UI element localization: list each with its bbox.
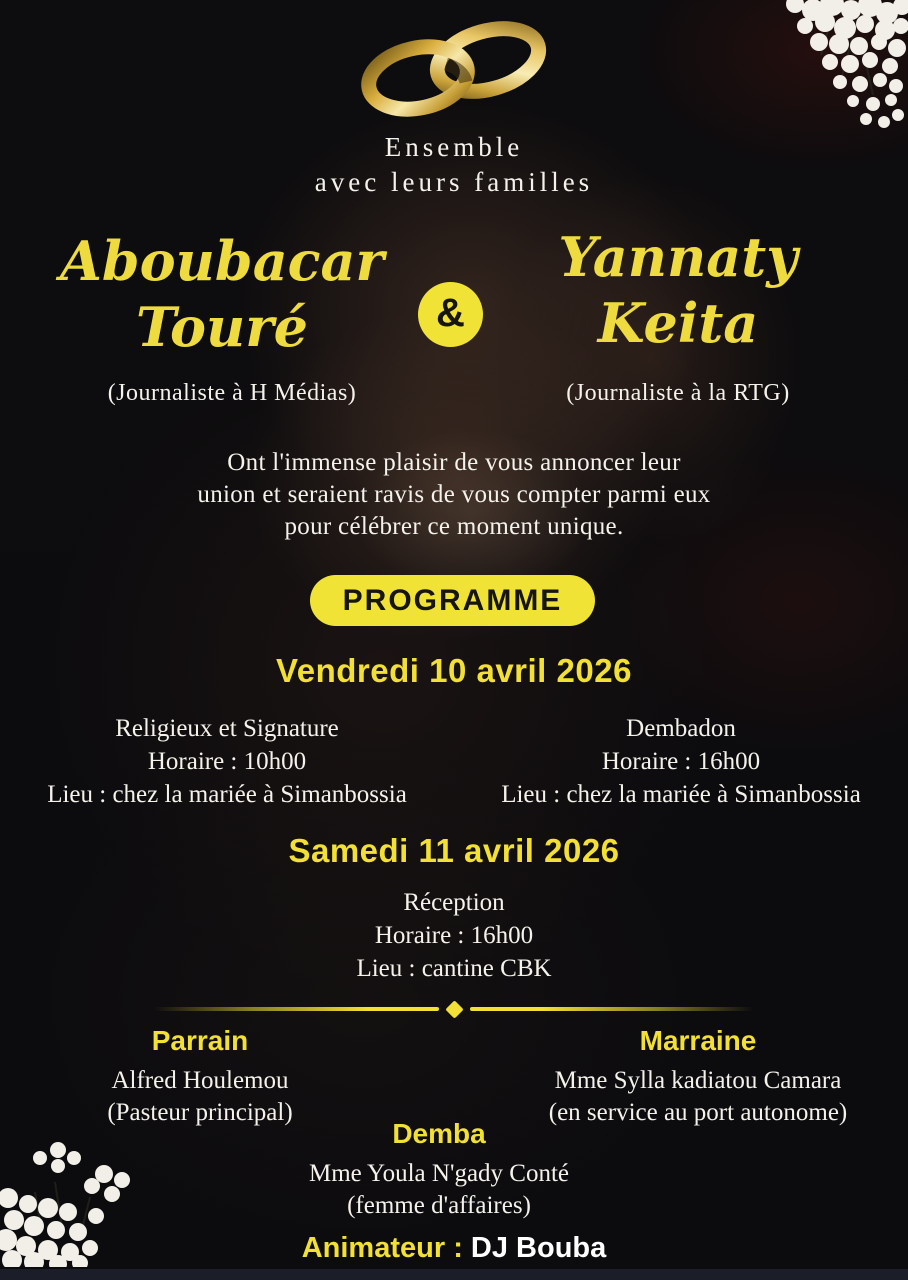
event-reception (0, 886, 908, 985)
event-time: Horaire : 10h00 (147, 748, 307, 775)
event-name: Religieux et Signature (115, 715, 339, 742)
role-name: Mme Sylla kadiatou Camara (554, 1067, 842, 1094)
event-place: Lieu : chez la mariée à Simanbossia (501, 781, 861, 808)
event-place: Lieu : cantine CBK (356, 955, 552, 982)
animator-name: DJ Bouba (470, 1232, 607, 1264)
animator-label: Animateur : (301, 1232, 463, 1264)
role-title: Parrain (151, 1025, 249, 1056)
programme-badge: PROGRAMME (310, 575, 595, 626)
role-name: Alfred Houlemou (111, 1067, 289, 1094)
announcement-line-1: Ont l'immense plaisir de vous annoncer leur (227, 449, 681, 476)
ampersand-badge (418, 282, 483, 347)
diamond-divider (154, 1000, 754, 1018)
announcement-line-3: pour célébrer ce moment unique. (284, 513, 624, 540)
role-detail: (Pasteur principal) (107, 1099, 293, 1126)
divider-diamond-icon (445, 1000, 463, 1018)
role-detail: (femme d'affaires) (347, 1192, 531, 1219)
groom-role: (Journaliste à H Médias) (107, 380, 357, 406)
role-marraine (488, 1025, 908, 1129)
day1-title: Vendredi 10 avril 2026 (276, 652, 632, 689)
event-time: Horaire : 16h00 (374, 922, 534, 949)
bride-last-name: Keita (597, 291, 759, 355)
event-religieux (0, 712, 454, 811)
role-title: Demba (392, 1118, 486, 1149)
divider-line-right (470, 1007, 755, 1011)
bride-role: (Journaliste à la RTG) (566, 380, 790, 406)
announcement-text (0, 447, 908, 543)
role-parrain (0, 1025, 400, 1129)
role-detail: (en service au port autonome) (548, 1099, 848, 1126)
role-name: Mme Youla N'gady Conté (308, 1160, 570, 1187)
bride-first-name: Yannaty (558, 225, 798, 289)
intro-text (0, 130, 908, 200)
event-time: Horaire : 16h00 (601, 748, 761, 775)
ampersand-glyph: & (436, 291, 465, 335)
role-title: Marraine (639, 1025, 757, 1056)
bride-name (478, 224, 878, 356)
event-name: Dembadon (626, 715, 736, 742)
intro-line-2: avec leurs familles (314, 167, 594, 197)
groom-first-name: Aboubacar (60, 229, 384, 293)
event-place: Lieu : chez la mariée à Simanbossia (47, 781, 407, 808)
groom-name (22, 228, 422, 360)
event-name: Réception (403, 889, 505, 916)
day2-title: Samedi 11 avril 2026 (288, 832, 620, 869)
intro-line-1: Ensemble (384, 132, 524, 162)
announcement-line-2: union et seraient ravis de vous compter parmi eux (197, 481, 711, 508)
animator-line (0, 1232, 908, 1265)
groom-last-name: Touré (135, 295, 309, 359)
role-demba (154, 1118, 724, 1222)
bottom-strip (0, 1269, 908, 1280)
wedding-rings-icon (348, 18, 558, 128)
divider-line-left (154, 1007, 439, 1011)
event-dembadon (454, 712, 908, 811)
